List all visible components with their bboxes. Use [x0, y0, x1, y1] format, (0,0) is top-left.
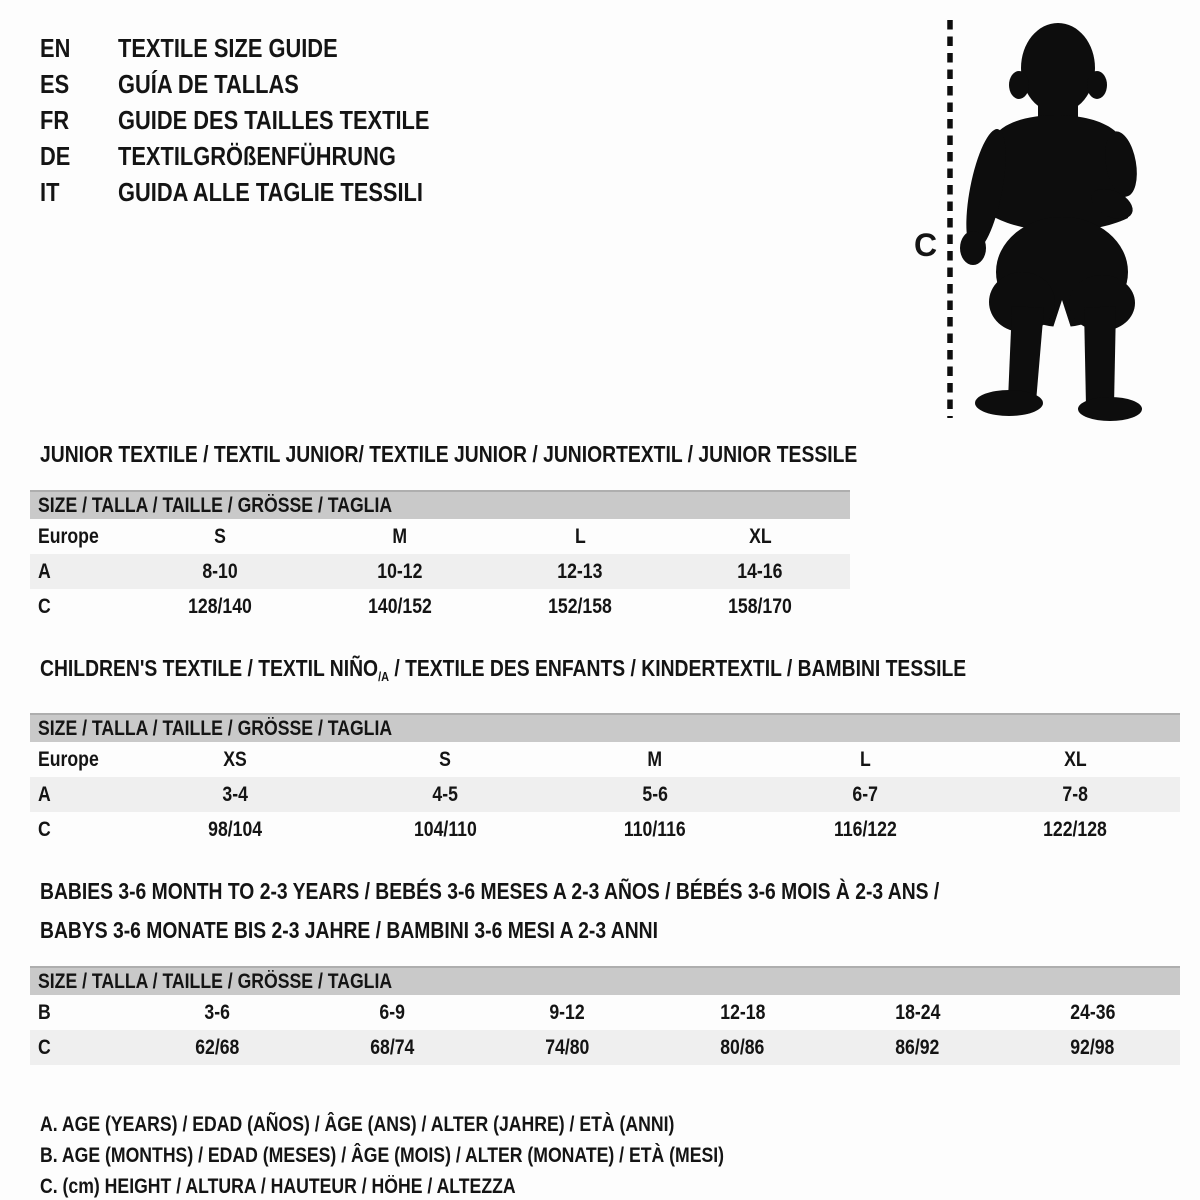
lang-row-es	[40, 66, 489, 102]
toddler-silhouette-icon	[870, 6, 1180, 426]
table-row: C 62/68 68/74 74/80 80/86 86/92 92/98	[30, 1030, 1180, 1065]
row-label: Europe	[38, 747, 99, 771]
legend-b: B. AGE (MONTHS) / EDAD (MESES) / ÂGE (MOIS) / ALTER (MONATE) / ETÀ (MESI)	[40, 1144, 725, 1167]
row-label: C	[38, 1035, 51, 1059]
row-label: Europe	[38, 524, 99, 548]
children-title-subscript: /A	[378, 669, 389, 684]
junior-table-header: SIZE / TALLA / TAILLE / GRÖSSE / TAGLIA	[30, 490, 850, 519]
babies-table	[30, 966, 1180, 1065]
legend	[0, 1065, 1200, 1200]
lang-title-it: GUIDA ALLE TAGLIE TESSILI	[118, 176, 423, 207]
lang-code-en: EN	[40, 32, 71, 63]
babies-table-header: SIZE / TALLA / TAILLE / GRÖSSE / TAGLIA	[30, 966, 1180, 995]
lang-code-fr: FR	[40, 104, 70, 135]
section-junior	[0, 432, 1200, 624]
row-label: B	[38, 1000, 51, 1024]
row-label: C	[38, 594, 51, 618]
lang-title-es: GUÍA DE TALLAS	[118, 68, 299, 99]
top-area	[0, 0, 1200, 432]
children-title: CHILDREN'S TEXTILE / TEXTIL $NIÑO_{/A}$ / TEXTILE DES ENFANTS / KINDERTEXTIL / BAMBINI TESSILE	[40, 655, 967, 684]
row-label: A	[38, 782, 51, 806]
language-title-list	[40, 30, 489, 210]
toddler-silhouette	[958, 23, 1142, 421]
lang-title-en: TEXTILE SIZE GUIDE	[118, 32, 338, 63]
table-row: B 3-6 6-9 9-12 12-18 18-24 24-36	[38, 1000, 1116, 1024]
table-row: A 3-4 4-5 5-6 6-7 7-8	[30, 777, 1180, 812]
lang-row-de	[40, 138, 489, 174]
lang-code-de: DE	[40, 140, 71, 171]
table-row: A 8-10 10-12 12-13 14-16	[30, 554, 850, 589]
babies-title: BABIES 3-6 MONTH TO 2-3 YEARS / BEBÉS 3-6 MESES A 2-3 AÑOS / BÉBÉS 3-6 MOIS À 2-3 ANS / BABYS 3-6 MONATE BIS 2-3 JAHRE / BAMBINI 3-6 MESI A 2-3 ANNI	[40, 878, 940, 943]
section-children	[0, 624, 1200, 847]
table-row: Europe XS S M L XL	[38, 747, 1087, 771]
table-row: C 128/140 140/152 152/158 158/170	[38, 594, 792, 618]
legend-a: A. AGE (YEARS) / EDAD (AÑOS) / ÂGE (ANS) / ALTER (JAHRE) / ETÀ (ANNI)	[40, 1113, 675, 1136]
lang-title-fr: GUIDE DES TAILLES TEXTILE	[118, 104, 430, 135]
table-row: C 98/104 104/110 110/116 116/122 122/128	[38, 817, 1107, 841]
table-row: Europe S M L XL	[38, 524, 772, 548]
children-table-header: SIZE / TALLA / TAILLE / GRÖSSE / TAGLIA	[30, 713, 1180, 742]
junior-table	[30, 490, 850, 624]
lang-code-it: IT	[40, 176, 60, 207]
legend-c: C. (cm) HEIGHT / ALTURA / HAUTEUR / HÖHE / ALTEZZA	[40, 1175, 516, 1198]
row-label: C	[38, 817, 51, 841]
junior-title: JUNIOR TEXTILE / TEXTIL JUNIOR/ TEXTILE JUNIOR / JUNIORTEXTIL / JUNIOR TESSILE	[40, 441, 858, 467]
lang-row-fr	[40, 102, 489, 138]
lang-title-de: TEXTILGRÖßENFÜHRUNG	[118, 140, 396, 171]
children-table	[30, 713, 1180, 847]
height-measure-figure	[870, 6, 1180, 431]
section-babies	[0, 847, 1200, 1065]
lang-code-es: ES	[40, 68, 70, 99]
row-label: A	[38, 559, 51, 583]
measure-label-c: C	[914, 227, 938, 263]
lang-row-it	[40, 174, 489, 210]
lang-row-en	[40, 30, 489, 66]
